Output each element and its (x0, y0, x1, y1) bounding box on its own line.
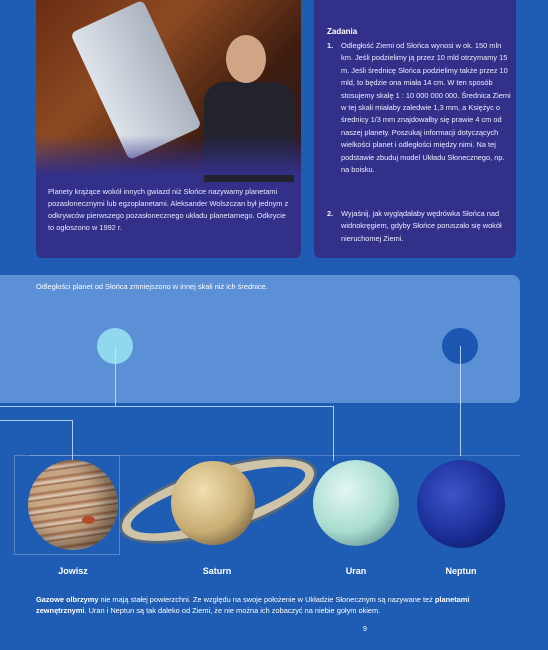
footer-text-2: . Uran i Neptun są tak daleko od Ziemi, że nie można ich zobaczyć na niebie gołym okiem. (84, 606, 381, 615)
person-head-illustration (226, 35, 266, 83)
tasks-title: Zadania (327, 27, 358, 36)
saturn-planet (171, 461, 255, 545)
photo-card (36, 0, 301, 258)
scale-note: Odległości planet od Słońca zmniejszono w innej skali niż ich średnice. (36, 282, 268, 291)
jowisz-planet (28, 460, 118, 550)
term-outer-planets: planetami zewnętrznymi (36, 595, 470, 615)
connector-line (333, 406, 334, 461)
task-number: 2. (327, 209, 334, 218)
tasks-card (314, 0, 516, 258)
photo-caption: Planety krążące wokół innych gwiazd niż Słońce nazywamy planetami pozasłonecznymi lub egzoplanetami. Aleksander Wolszczan był jednym z odkrywców pierwszego pozasłonecznego układu planetarnego. Odkrycie to ogłoszono w 1992 r. (48, 187, 289, 232)
planet-label-saturn: Saturn (202, 566, 232, 576)
planet-label-neptun: Neptun (445, 566, 477, 576)
planet-label-uran: Uran (345, 566, 367, 576)
term-gas-giants: Gazowe olbrzymy (36, 595, 99, 604)
uran-planet (313, 460, 399, 546)
connector-line (115, 346, 116, 406)
footer-paragraph (36, 594, 506, 616)
scale-band (0, 275, 520, 403)
footer-text-1: nie mają stałej powierzchni. Ze względu na swoje położenie w Układzie Słonecznym są nazywane też (98, 595, 435, 604)
task-text: Wyjaśnij, jak wyglądałaby wędrówka Słońca nad widnokręgiem, gdyby Słońce poruszało się wokół nieruchomej Ziemi. (341, 209, 502, 243)
connector-line (460, 346, 461, 456)
task-item (327, 40, 513, 176)
task-number: 1. (327, 41, 334, 50)
planet-label-jowisz: Jowisz (58, 566, 88, 576)
neptun-planet (417, 460, 505, 548)
great-red-spot (82, 516, 95, 524)
page-number: 9 (363, 626, 367, 633)
connector-line (72, 420, 73, 460)
telescope-photo (36, 0, 301, 175)
task-text: Odległość Ziemi od Słońca wynosi w ok. 150 mln km. Jeśli podzielimy ją przez 10 mld otrzymamy 15 m. Jeśli średnicę Słońca podzielimy także przez 10 mld, to będzie ona miała 14 cm. W ten sposób stosujemy skalę 1 : 10 000 000 000. Średnica Ziemi w tej skali miałaby zaledwie 1,3 mm, a Księżyc o średnicy 1/3 mm znajdowałby się prawie 4 cm od naszej planety. Poszukaj informacji dotyczących wielkości planet i odległości między nimi. Na tej podstawie zbuduj model Układu Słonecznego, np. na boisku. (341, 41, 511, 175)
task-item (327, 208, 513, 245)
connector-line (0, 420, 72, 421)
connector-line (0, 406, 333, 407)
